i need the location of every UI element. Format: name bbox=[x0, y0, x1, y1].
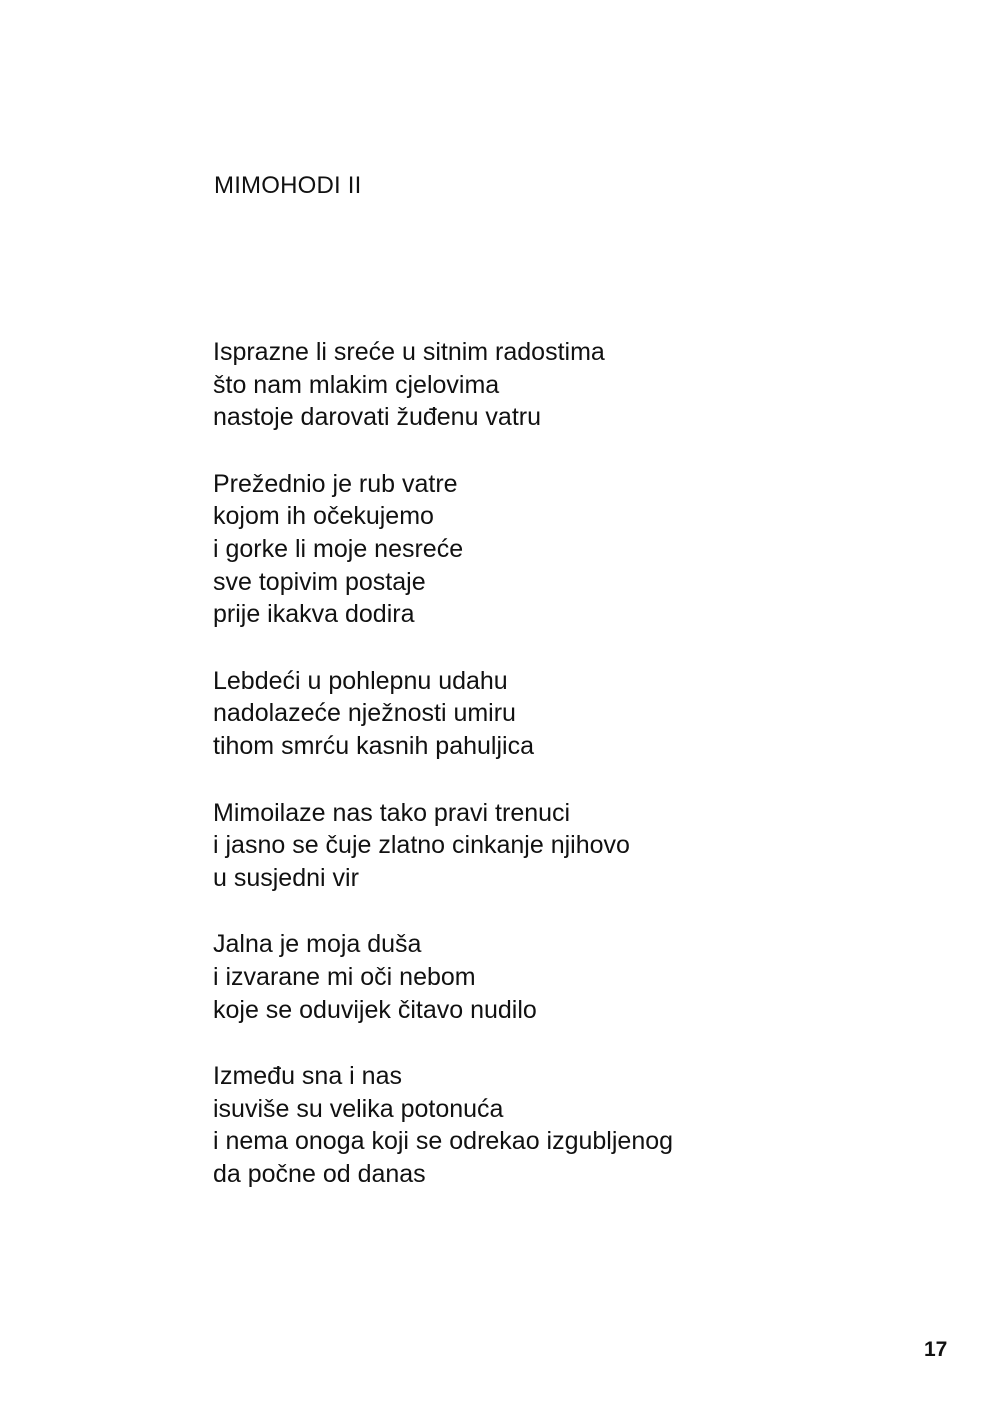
poem-line: Lebdeći u pohlepnu udahu bbox=[213, 666, 508, 695]
stanza bbox=[213, 336, 913, 434]
stanza bbox=[213, 797, 913, 895]
poem-line: u susjedni vir bbox=[213, 863, 359, 892]
stanza bbox=[213, 468, 913, 631]
stanza bbox=[213, 1060, 913, 1190]
poem-line: nastoje darovati žuđenu vatru bbox=[213, 403, 541, 432]
page-number: 17 bbox=[924, 1338, 948, 1361]
poem-line: i gorke li moje nesreće bbox=[213, 534, 464, 563]
stanza-gap bbox=[213, 434, 913, 468]
poem-line: Mimoilaze nas tako pravi trenuci bbox=[213, 798, 571, 827]
stanza bbox=[213, 665, 913, 763]
poem-line: i izvarane mi oči nebom bbox=[213, 962, 476, 991]
poem-line: i nema onoga koji se odrekao izgubljenog bbox=[213, 1127, 674, 1156]
poem-line: sve topivim postaje bbox=[213, 567, 426, 596]
poem-line: što nam mlakim cjelovima bbox=[213, 370, 500, 399]
poem-line: tihom smrću kasnih pahuljica bbox=[213, 731, 534, 760]
poem-line: prije ikakva dodira bbox=[213, 600, 415, 629]
stanza-gap bbox=[213, 763, 913, 797]
poem-line: Prežednio je rub vatre bbox=[213, 469, 458, 498]
poem-line: Jalna je moja duša bbox=[213, 930, 422, 959]
poem-line: i jasno se čuje zlatno cinkanje njihovo bbox=[213, 831, 630, 860]
stanza-gap bbox=[213, 631, 913, 665]
stanza bbox=[213, 928, 913, 1026]
poem-line: Isprazne li sreće u sitnim radostima bbox=[213, 338, 605, 366]
poem-line: isuviše su velika potonuća bbox=[213, 1094, 504, 1123]
stanza-gap bbox=[213, 894, 913, 928]
poem-body bbox=[213, 336, 913, 1190]
poem-line: nadolazeće nježnosti umiru bbox=[213, 699, 516, 728]
poem-line: koje se oduvijek čitavo nudilo bbox=[213, 995, 537, 1024]
poem-line: da počne od danas bbox=[213, 1159, 426, 1188]
poem-line: Između sna i nas bbox=[213, 1062, 402, 1091]
poem-line: kojom ih očekujemo bbox=[213, 502, 434, 531]
poem-title: MIMOHODI II bbox=[214, 172, 362, 199]
stanza-gap bbox=[213, 1026, 913, 1060]
